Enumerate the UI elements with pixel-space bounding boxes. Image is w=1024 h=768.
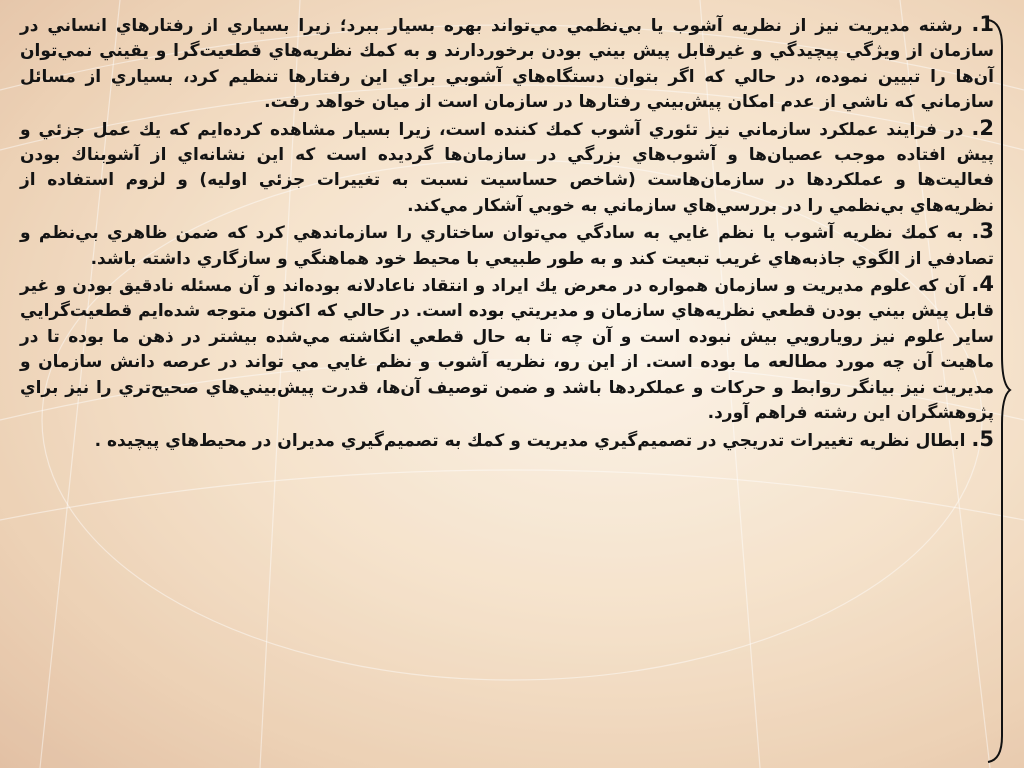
slide (8, 8, 1012, 760)
body-text (20, 12, 994, 762)
paragraph-text: ابطال نظريه تغييرات تدريجي در تصميم‌گيري مديريت و كمك به تصميم‌گيري مديران در محيط‌هاي پيچيده . (94, 430, 972, 451)
paragraph-number: 3. (971, 219, 994, 244)
curly-brace-icon (984, 16, 1012, 766)
paragraph-text: آن كه علوم مديريت و سازمان همواره در معرض يك ايراد و انتقاد ناعادلانه بوده‌اند و آن مسئله نادقيق بودن و غير قابل پيش بيني بودن قطعي نظريه‌هاي سازمان و مديريتي بوده است. در حالي كه اكنون متوجه شده‌ايم قطعيت‌گرايي ساير علوم نيز رويارويي بيش نبوده است و آن چه تا به حال قطعي انگاشته مي‌شده بيشتر در ذهن ما بوده تا در ماهيت آن چه مورد مطالعه ما بوده است. از اين رو، نظريه آشوب و نظم غايي مي تواند در عرصه دانش سازمان و مديريت نيز بيانگر روابط و حركات و عملكردها باشد و ضمن توصيف آن‌ها، قدرت پيش‌بيني‌هاي صحيح‌تري را نيز براي پژوهشگران اين رشته فراهم آورد. (20, 276, 994, 424)
paragraph-text: به كمك نظريه آشوب يا نظم غايي به سادگي مي‌توان ساختاري را سازماندهي كرد كه ضمن ظاهري بي‌نظم و تصادفي از الگوي جاذبه‌هاي غريب تبعيت كند و به طور طبيعي با محيط خود هماهنگي و سازگاري داشته باشد. (20, 223, 994, 269)
paragraph-number: 1. (971, 12, 994, 36)
paragraph-5 (20, 427, 994, 454)
paragraph-2 (20, 116, 994, 220)
paragraph-3 (20, 219, 994, 272)
paragraph-text: رشته مديريت نيز از نظريه آشوب يا بي‌نظمي مي‌تواند بهره بسيار ببرد؛ زيرا بسياري از رفتارهاي انساني در سازمان از ويژگي پيچيدگي و غيرقابل پيش بيني بودن برخوردارند و به كمك نظريه‌هاي قطعيت‌گرا و يقيني نمي‌توان آن‌ها را تبيين نموده، در حالي كه اگر بتوان دستگاه‌هاي آشوبي براي اين رفتارها تنظيم كرد، بسياري از مسائل سازماني كه ناشي از عدم امكان پيش‌بيني رفتارها در سازمان است از ميان خواهد رفت. (20, 16, 994, 113)
paragraph-text: در فرايند عملكرد سازماني نيز تئوري آشوب كمك كننده است، زيرا بسيار مشاهده كرده‌ايم كه يك عمل جزئي و پيش افتاده موجب عصيان‌ها و آشوب‌هاي بزرگي در سازمان‌ها گرديده است كه اين نشانه‌اي از آشوبناك بودن فعاليت‌ها و عملكردها در سازمان‌هاست (شاخص حساسيت نسبت به تغييرات جزئي اوليه) و لزوم استفاده از نظريه‌هاي بي‌نظمي را در بررسي‌هاي سازماني به خوبي آشكار مي‌كند. (20, 119, 994, 216)
paragraph-number: 2. (971, 115, 994, 140)
paragraph-4 (20, 272, 994, 426)
paragraph-number: 5. (971, 426, 994, 451)
paragraph-number: 4. (971, 272, 994, 297)
paragraph-1 (20, 12, 994, 116)
